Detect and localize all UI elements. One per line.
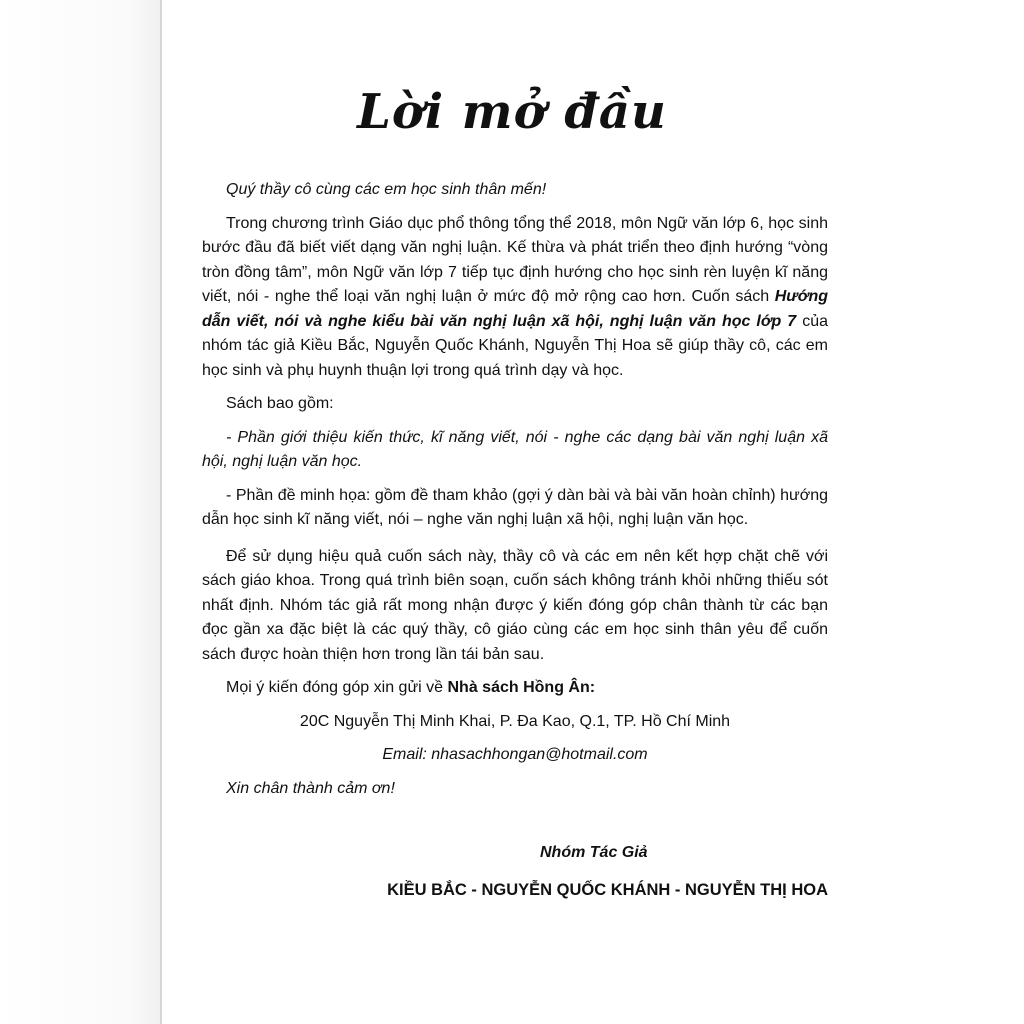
greeting: Quý thầy cô cùng các em học sinh thân mến! <box>226 181 547 198</box>
contents-item-2: - Phần đề minh họa: gồm đề tham khảo (gợi ý dàn bài và bài văn hoàn chỉnh) hướng dẫn học sinh kĩ năng viết, nói – nghe văn nghị luận xã hội, nghị luận văn học. <box>202 486 828 528</box>
intro-text-1: Trong chương trình Giáo dục phổ thông tổng thể 2018, môn Ngữ văn lớp 6, học sinh bước đầu đã biết viết dạng văn nghị luận. Kế thừa và phát triển theo định hướng “vòng tròn đồng tâm”, môn Ngữ văn lớp 7 tiếp tục định hướng cho học sinh rèn luyện kĩ năng viết, nói - nghe thể loại văn nghị luận ở mức độ mở rộng cao hơn. Cuốn sách <box>202 214 828 305</box>
signature-role: Nhóm Tác Giả <box>540 844 648 861</box>
page-edge-shadow <box>0 0 160 1024</box>
thanks-line: Xin chân thành cảm ơn! <box>226 779 395 797</box>
page-title: Lời mở đầu <box>357 84 667 140</box>
contents-item-1: - Phần giới thiệu kiến thức, kĩ năng viết, nói - nghe các dạng bài văn nghị luận xã hội, nghị luận văn học. <box>202 428 828 470</box>
document-body <box>202 178 828 902</box>
intro-paragraph <box>202 212 828 384</box>
book-title: Hướng dẫn viết, nói và nghe kiểu bài văn nghị luận xã hội, nghị luận văn học lớp 7 <box>202 288 828 330</box>
usage-paragraph: Để sử dụng hiệu quả cuốn sách này, thầy cô và các em nên kết hợp chặt chẽ với sách giáo khoa. Trong quá trình biên soạn, cuốn sách không tránh khỏi những thiếu sót nhất định. Nhóm tác giả rất mong nhận được ý kiến đóng góp chân thành từ các bạn đọc gần xa đặc biệt là các quý thầy, cô giáo cùng các em học sinh thân yêu để cuốn sách được hoàn thiện hơn trong lần tái bản sau. <box>202 547 828 663</box>
page-fold-line <box>160 0 162 1024</box>
signature-names: KIỀU BẮC - NGUYỄN QUỐC KHÁNH - NGUYỄN THỊ HOA <box>387 880 828 899</box>
feedback-prefix: Mọi ý kiến đóng góp xin gửi về <box>226 679 448 696</box>
contents-heading: Sách bao gồm: <box>226 395 334 412</box>
publisher-address: 20C Nguyễn Thị Minh Khai, P. Đa Kao, Q.1, TP. Hồ Chí Minh <box>299 712 731 730</box>
publisher-email: Email: nhasachhongan@hotmail.com <box>382 746 648 763</box>
intro-text-2: của nhóm tác giả Kiều Bắc, Nguyễn Quốc Khánh, Nguyễn Thị Hoa sẽ giúp thầy cô, các em học sinh và phụ huynh thuận lợi trong quá trình dạy và học. <box>202 312 828 379</box>
feedback-line <box>202 676 828 701</box>
publisher-name: Nhà sách Hồng Ân: <box>447 679 596 696</box>
